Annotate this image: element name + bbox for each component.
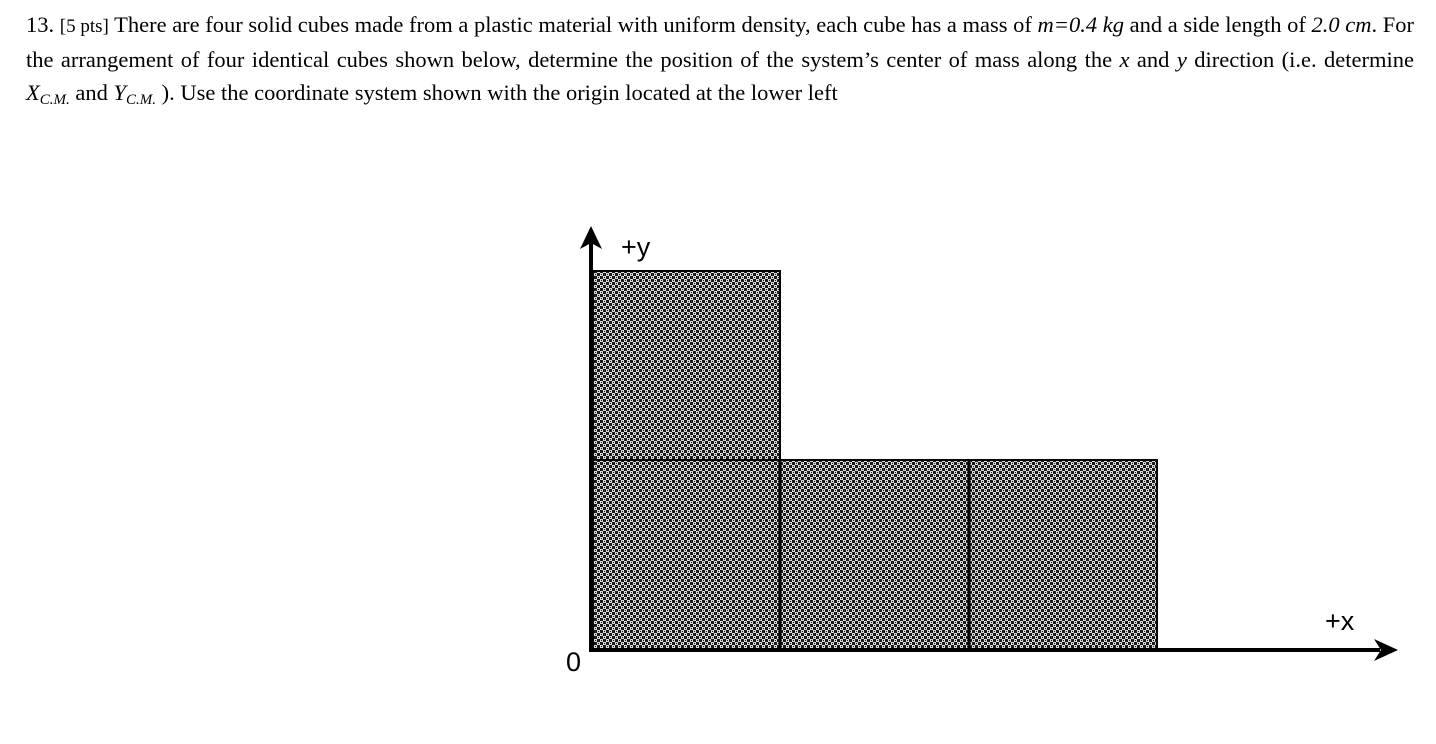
- problem-text: There are four solid cubes made from a plastic material with uniform density, each cube has a mass of: [114, 12, 1038, 37]
- problem-points: [5 pts]: [59, 16, 109, 37]
- y-cm-symbol: Y: [113, 80, 127, 105]
- cube-bottom-middle: [780, 460, 969, 650]
- cube-bottom-left: [593, 460, 780, 650]
- mass-expression: m=0.4 kg: [1037, 12, 1124, 37]
- y-axis-label: +y: [621, 232, 651, 262]
- origin-label: 0: [566, 647, 582, 677]
- problem-text: ). Use the coordinate system shown with the origin located at the lower left: [156, 80, 838, 105]
- y-cm-subscript: C.M.: [126, 92, 157, 108]
- x-axis-label: +x: [1325, 606, 1355, 636]
- problem-text: . For the arrangement of four identical cubes shown below, determine the position of the system’s center of mass along the: [26, 12, 1415, 72]
- problem-text: direction (i.e. determine: [1186, 47, 1414, 72]
- side-length-expression: 2.0 cm: [1311, 12, 1372, 37]
- problem-text: and: [69, 80, 114, 105]
- problem-text: and a side length of: [1123, 12, 1312, 37]
- cube-top-left: [593, 271, 780, 460]
- cube-bottom-right: [969, 460, 1157, 650]
- x-cm-subscript: C.M.: [39, 92, 70, 108]
- problem-text: and: [1129, 47, 1177, 72]
- x-cm-symbol: X: [26, 80, 40, 105]
- problem-number: 13.: [26, 12, 55, 37]
- x-variable: x: [1119, 47, 1130, 72]
- y-variable: y: [1176, 47, 1187, 72]
- cube-group: [593, 271, 1157, 650]
